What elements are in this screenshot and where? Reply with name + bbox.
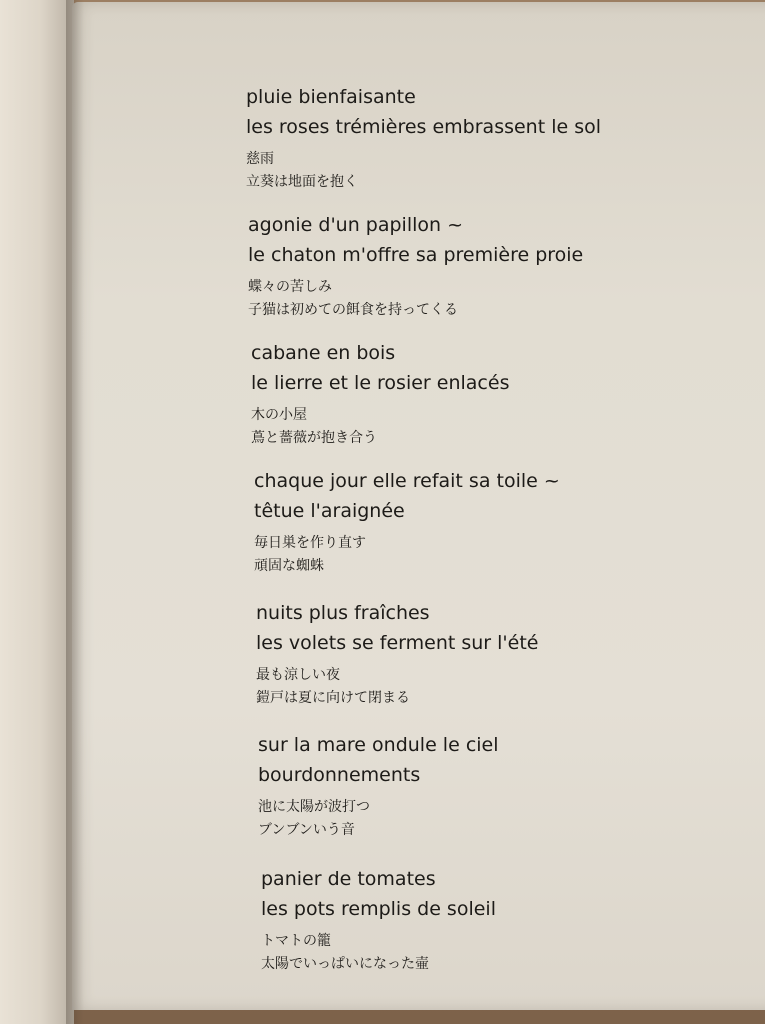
haiku-french-line: panier de tomates bbox=[261, 868, 436, 890]
haiku-japanese-line: 毎日巣を作り直す bbox=[254, 535, 366, 551]
haiku-japanese-line: 鎧戸は夏に向けて閉まる bbox=[256, 690, 410, 706]
haiku-french-line: le chaton m'offre sa première proie bbox=[248, 244, 584, 266]
haiku-french-line: les roses trémières embrassent le sol bbox=[246, 116, 602, 138]
haiku-japanese-line: 最も涼しい夜 bbox=[256, 667, 340, 683]
haiku-japanese-line: ブンブンいう音 bbox=[258, 822, 355, 838]
haiku-french-line: les volets se ferment sur l'été bbox=[256, 632, 539, 654]
haiku-french-line: cabane en bois bbox=[251, 342, 396, 364]
haiku-french-line: les pots remplis de soleil bbox=[261, 898, 496, 920]
haiku-french-line: nuits plus fraîches bbox=[256, 602, 430, 624]
haiku-3 bbox=[251, 338, 509, 450]
haiku-1 bbox=[246, 82, 601, 194]
haiku-japanese-line: 太陽でいっぱいになった壷 bbox=[261, 956, 429, 972]
haiku-6 bbox=[258, 730, 499, 842]
haiku-japanese-line: 頑固な蜘蛛 bbox=[254, 558, 324, 574]
haiku-5 bbox=[256, 598, 538, 710]
haiku-japanese-line: 池に太陽が波打つ bbox=[258, 799, 370, 815]
haiku-french-line: chaque jour elle refait sa toile ~ bbox=[254, 470, 560, 492]
haiku-japanese-line: 子猫は初めての餌食を持ってくる bbox=[248, 302, 458, 318]
haiku-french-line: agonie d'un papillon ~ bbox=[248, 214, 464, 236]
haiku-japanese-line: 蔦と薔薇が抱き合う bbox=[251, 430, 377, 446]
haiku-japanese-line: 立葵は地面を抱く bbox=[246, 174, 358, 190]
haiku-2 bbox=[248, 210, 583, 322]
haiku-french-line: pluie bienfaisante bbox=[246, 86, 416, 108]
haiku-japanese-line: 蝶々の苦しみ bbox=[248, 279, 332, 295]
haiku-french-line: bourdonnements bbox=[258, 764, 421, 786]
haiku-japanese-line: 慈雨 bbox=[246, 151, 274, 167]
haiku-french-line: le lierre et le rosier enlacés bbox=[251, 372, 510, 394]
haiku-japanese-line: 木の小屋 bbox=[251, 407, 307, 423]
haiku-4 bbox=[254, 466, 560, 578]
haiku-french-line: têtue l'araignée bbox=[254, 500, 405, 522]
haiku-french-line: sur la mare ondule le ciel bbox=[258, 734, 499, 756]
haiku-7 bbox=[261, 864, 496, 976]
haiku-japanese-line: トマトの籠 bbox=[261, 933, 331, 949]
